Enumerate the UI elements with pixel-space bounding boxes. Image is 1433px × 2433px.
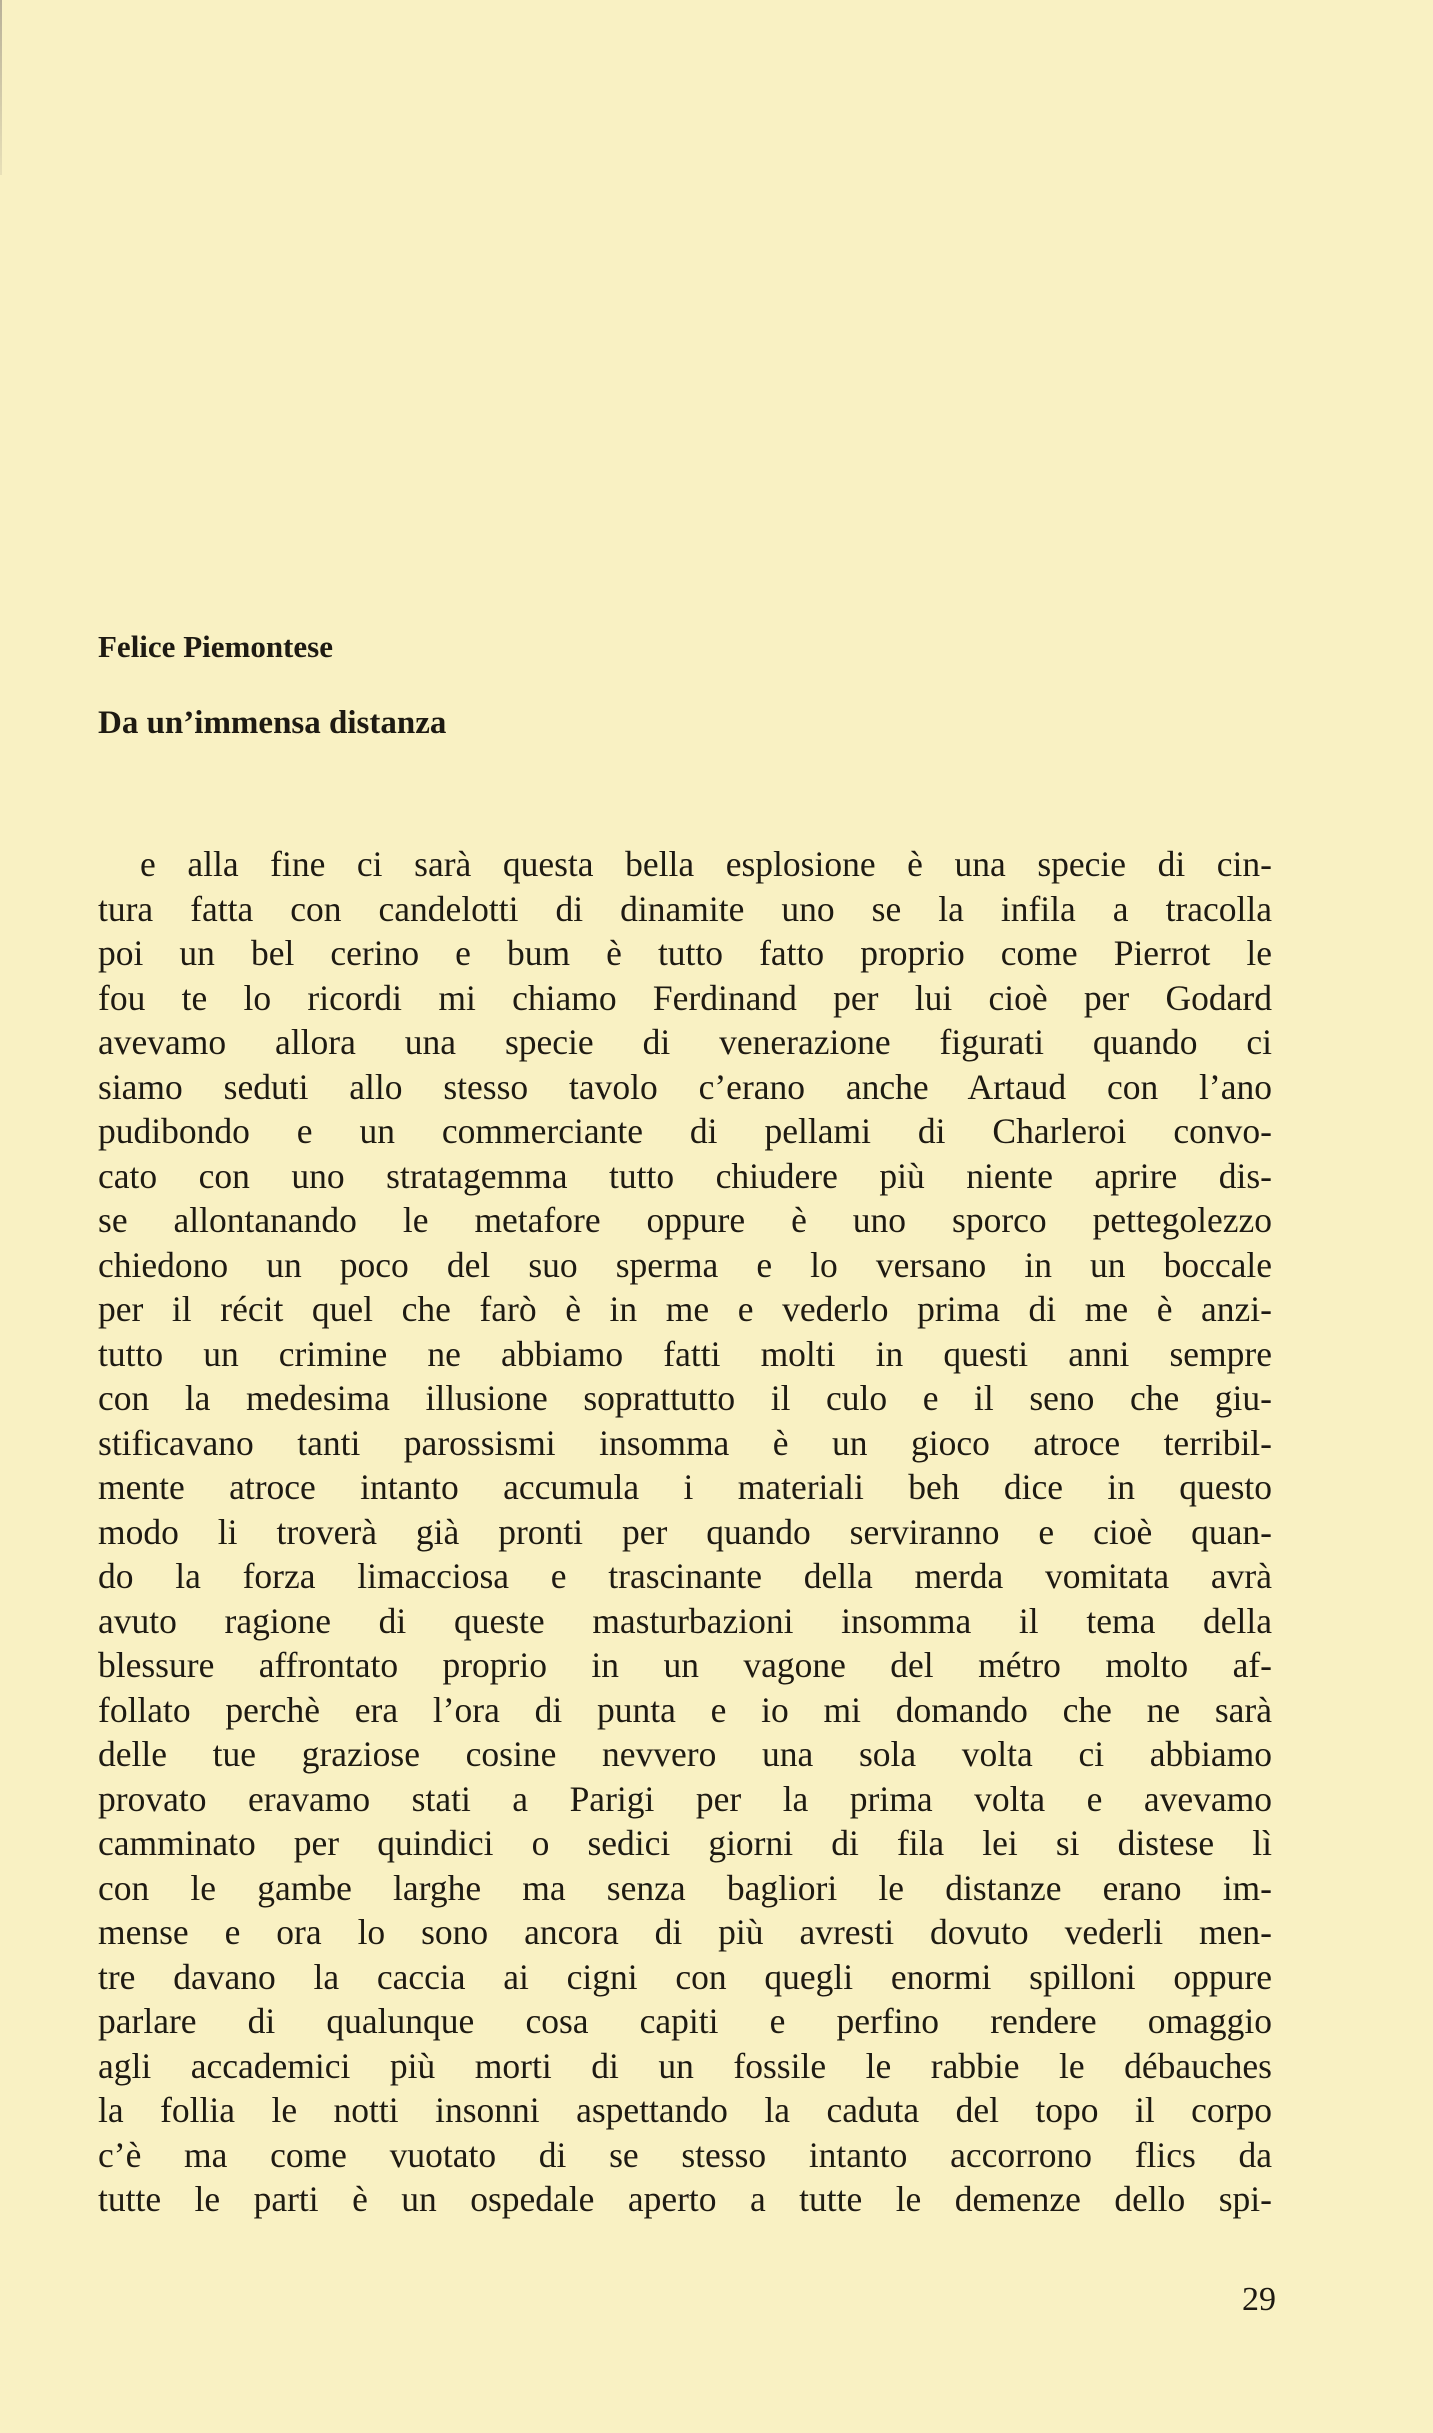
text-line xyxy=(98,1376,1272,1421)
text-line xyxy=(98,1821,1272,1866)
text-line xyxy=(98,1243,1272,1288)
text-line-content: provato eravamo stati a Parigi per la prima volta e avevamo xyxy=(98,1778,1272,1819)
text-line-content: delle tue graziose cosine nevvero una sola volta ci abbiamo xyxy=(98,1734,1272,1774)
text-line xyxy=(98,1732,1272,1777)
text-line xyxy=(98,1688,1272,1733)
text-line-content: siamo seduti allo stesso tavolo c’erano anche Artaud con l’ano xyxy=(98,1066,1272,1107)
text-line-content: mense e ora lo sono ancora di più avresti dovuto vederli men- xyxy=(98,1912,1272,1952)
text-line-content: con la medesima illusione soprattutto il culo e il seno che giu- xyxy=(98,1378,1272,1418)
text-line-content: se allontanando le metafore oppure è uno sporco pettegolezzo xyxy=(98,1200,1272,1240)
text-line xyxy=(98,2088,1272,2133)
text-line xyxy=(98,1465,1272,1510)
text-line xyxy=(98,1777,1272,1822)
body-text xyxy=(98,842,1272,2222)
text-line-content: avuto ragione di queste masturbazioni insomma il tema della xyxy=(98,1600,1272,1641)
text-line-content: modo li troverà già pronti per quando serviranno e cioè quan- xyxy=(98,1511,1272,1552)
text-line xyxy=(98,1332,1272,1377)
text-line-content: e alla fine ci sarà questa bella esplosione è una specie di cin- xyxy=(140,844,1272,884)
chapter-title: Da un’immensa distanza xyxy=(98,705,447,741)
text-line xyxy=(98,1065,1272,1110)
text-line-content: do la forza limacciosa e trascinante della merda vomitata avrà xyxy=(98,1556,1272,1596)
author-name: Felice Piemontese xyxy=(98,629,333,664)
text-line xyxy=(98,1421,1272,1466)
text-line-content: poi un bel cerino e bum è tutto fatto proprio come Pierrot le xyxy=(98,933,1272,973)
text-line xyxy=(98,1955,1272,2000)
text-line-content: stificavano tanti parossismi insomma è un gioco atroce terribil- xyxy=(98,1422,1272,1463)
text-line xyxy=(98,1020,1272,1065)
text-line-content: con le gambe larghe ma senza bagliori le distanze erano im- xyxy=(98,1867,1272,1908)
text-line xyxy=(98,2177,1272,2222)
text-line xyxy=(98,1510,1272,1555)
text-line xyxy=(98,1554,1272,1599)
text-line xyxy=(98,1910,1272,1955)
text-line-content: cato con uno stratagemma tutto chiudere più niente aprire dis- xyxy=(98,1155,1272,1196)
text-line xyxy=(98,1643,1272,1688)
text-line xyxy=(98,976,1272,1021)
text-line xyxy=(98,1154,1272,1199)
text-line xyxy=(98,1198,1272,1243)
text-line xyxy=(98,887,1272,932)
text-line xyxy=(98,2133,1272,2178)
text-line-content: follato perchè era l’ora di punta e io mi domando che ne sarà xyxy=(98,1689,1272,1730)
text-line-content: agli accademici più morti di un fossile le rabbie le débauches xyxy=(98,2045,1272,2086)
text-line-content: fou te lo ricordi mi chiamo Ferdinand per lui cioè per Godard xyxy=(98,977,1272,1018)
text-line-content: tura fatta con candelotti di dinamite uno se la infila a tracolla xyxy=(98,888,1272,929)
text-line xyxy=(98,931,1272,976)
text-line-content: avevamo allora una specie di venerazione figurati quando ci xyxy=(98,1022,1272,1062)
text-line-content: per il récit quel che farò è in me e vederlo prima di me è anzi- xyxy=(98,1289,1272,1329)
text-line xyxy=(98,1109,1272,1154)
text-line-content: chiedono un poco del suo sperma e lo versano in un boccale xyxy=(98,1244,1272,1285)
text-line-content: tutte le parti è un ospedale aperto a tutte le demenze dello spi- xyxy=(98,2179,1272,2219)
page-number: 29 xyxy=(1242,2281,1276,2318)
text-line-content: parlare di qualunque cosa capiti e perfino rendere omaggio xyxy=(98,2001,1272,2041)
text-line-content: tutto un crimine ne abbiamo fatti molti in questi anni sempre xyxy=(98,1333,1272,1374)
text-line-content: c’è ma come vuotato di se stesso intanto accorrono flics da xyxy=(98,2134,1272,2175)
text-line-content: blessure affrontato proprio in un vagone del métro molto af- xyxy=(98,1645,1272,1685)
text-line xyxy=(98,1599,1272,1644)
text-line-content: tre davano la caccia ai cigni con quegli enormi spilloni oppure xyxy=(98,1956,1272,1997)
text-line xyxy=(98,1287,1272,1332)
text-line xyxy=(98,1999,1272,2044)
text-line-content: la follia le notti insonni aspettando la caduta del topo il corpo xyxy=(98,2090,1272,2130)
text-line-content: pudibondo e un commerciante di pellami di Charleroi convo- xyxy=(98,1111,1272,1151)
text-line xyxy=(98,1866,1272,1911)
text-line xyxy=(98,2044,1272,2089)
text-line xyxy=(98,842,1272,887)
text-line-content: mente atroce intanto accumula i materiali beh dice in questo xyxy=(98,1467,1272,1507)
page-edge xyxy=(0,0,2,175)
text-line-content: camminato per quindici o sedici giorni di fila lei si distese lì xyxy=(98,1823,1272,1863)
